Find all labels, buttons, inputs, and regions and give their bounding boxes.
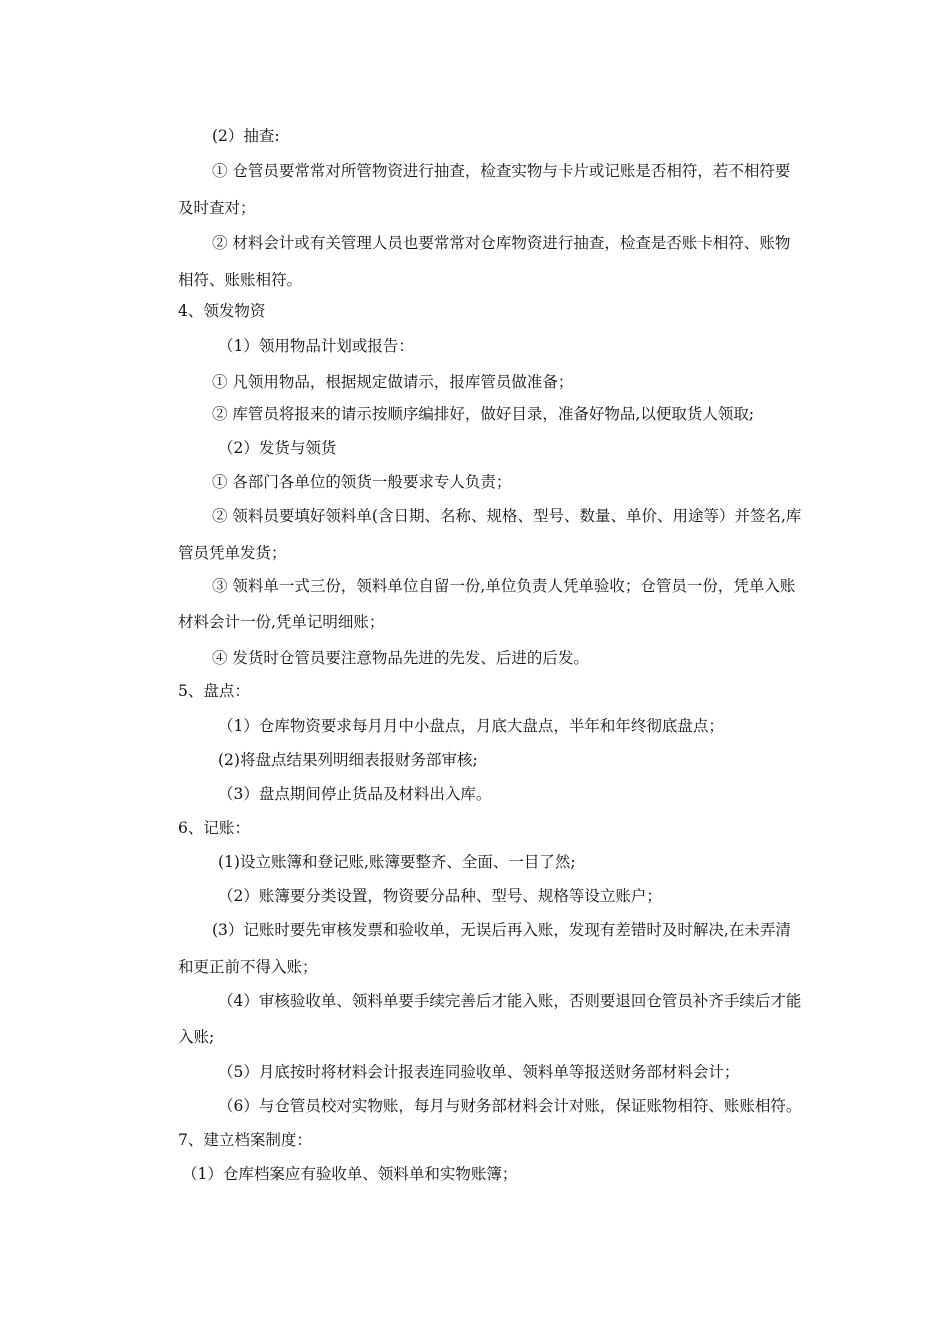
paragraph-line: 及时查对； bbox=[178, 199, 256, 217]
paragraph-line: ③ 领料单一式三份，领料单位自留一份,单位负责人凭单验收；仓管员一份，凭单入账 bbox=[212, 577, 796, 595]
paragraph-line: 相符、账账相符。 bbox=[178, 271, 303, 289]
paragraph-line: （4）审核验收单、领料单要手续完善后才能入账，否则要退回仓管员补齐手续后才能 bbox=[218, 992, 802, 1010]
paragraph-line: ① 凡领用物品，根据规定做请示，报库管员做准备； bbox=[212, 373, 574, 391]
paragraph-line: （3）盘点期间停止货品及材料出入库。 bbox=[218, 785, 492, 803]
paragraph-line: 入账; bbox=[178, 1028, 215, 1046]
subsection-2-spot-check: (2）抽查: bbox=[212, 127, 280, 145]
paragraph-line: (3）记账时要先审核发票和验收单，无误后再入账，发现有差错时及时解决,在未弄清 bbox=[212, 921, 791, 939]
paragraph-line: （1）仓库物资要求每月月中小盘点，月底大盘点，半年和年终彻底盘点； bbox=[218, 717, 724, 735]
section-heading-6: 6、记账： bbox=[178, 819, 250, 837]
section-heading-5: 5、盘点： bbox=[178, 682, 250, 700]
paragraph-line: ② 库管员将报来的请示按顺序编排好，做好目录，准备好物品,以便取货人领取; bbox=[212, 405, 755, 423]
subsection-heading: （1）领用物品计划或报告： bbox=[218, 337, 414, 355]
paragraph-line: （2）账簿要分类设置，物资要分品种、型号、规格等设立账户； bbox=[218, 887, 662, 905]
paragraph-line: 材料会计一份,凭单记明细账； bbox=[178, 613, 385, 631]
paragraph-line: 和更正前不得入账； bbox=[178, 958, 318, 976]
paragraph-line: ① 仓管员要常常对所管物资进行抽查，检查实物与卡片或记账是否相符，若不相符要 bbox=[212, 162, 791, 180]
subsection-heading: （2）发货与领货 bbox=[218, 439, 337, 457]
section-heading-7: 7、建立档案制度： bbox=[178, 1131, 312, 1149]
paragraph-line: ② 领料员要填好领料单(含日期、名称、规格、型号、数量、单价、用途等）并签名,库 bbox=[212, 507, 802, 525]
paragraph-line: （5）月底按时将材料会计报表连同验收单、领料单等报送财务部材料会计； bbox=[218, 1063, 740, 1081]
paragraph-line: ① 各部门各单位的领货一般要求专人负责； bbox=[212, 473, 512, 491]
paragraph-line: (1)设立账簿和登记账,账簿要整齐、全面、一目了然; bbox=[218, 853, 576, 871]
paragraph-line: ② 材料会计或有关管理人员也要常常对仓库物资进行抽查，检查是否账卡相符、账物 bbox=[212, 234, 791, 252]
paragraph-line: （6）与仓管员校对实物账，每月与财务部材料会计对账，保证账物相符、账账相符。 bbox=[218, 1097, 802, 1115]
paragraph-line: （1）仓库档案应有验收单、领料单和实物账簿； bbox=[182, 1165, 518, 1183]
paragraph-line: (2)将盘点结果列明细表报财务部审核; bbox=[218, 751, 478, 769]
section-heading-4: 4、领发物资 bbox=[178, 302, 266, 320]
paragraph-line: ④ 发货时仓管员要注意物品先进的先发、后进的后发。 bbox=[212, 649, 589, 667]
paragraph-line: 管员凭单发货； bbox=[178, 544, 287, 562]
